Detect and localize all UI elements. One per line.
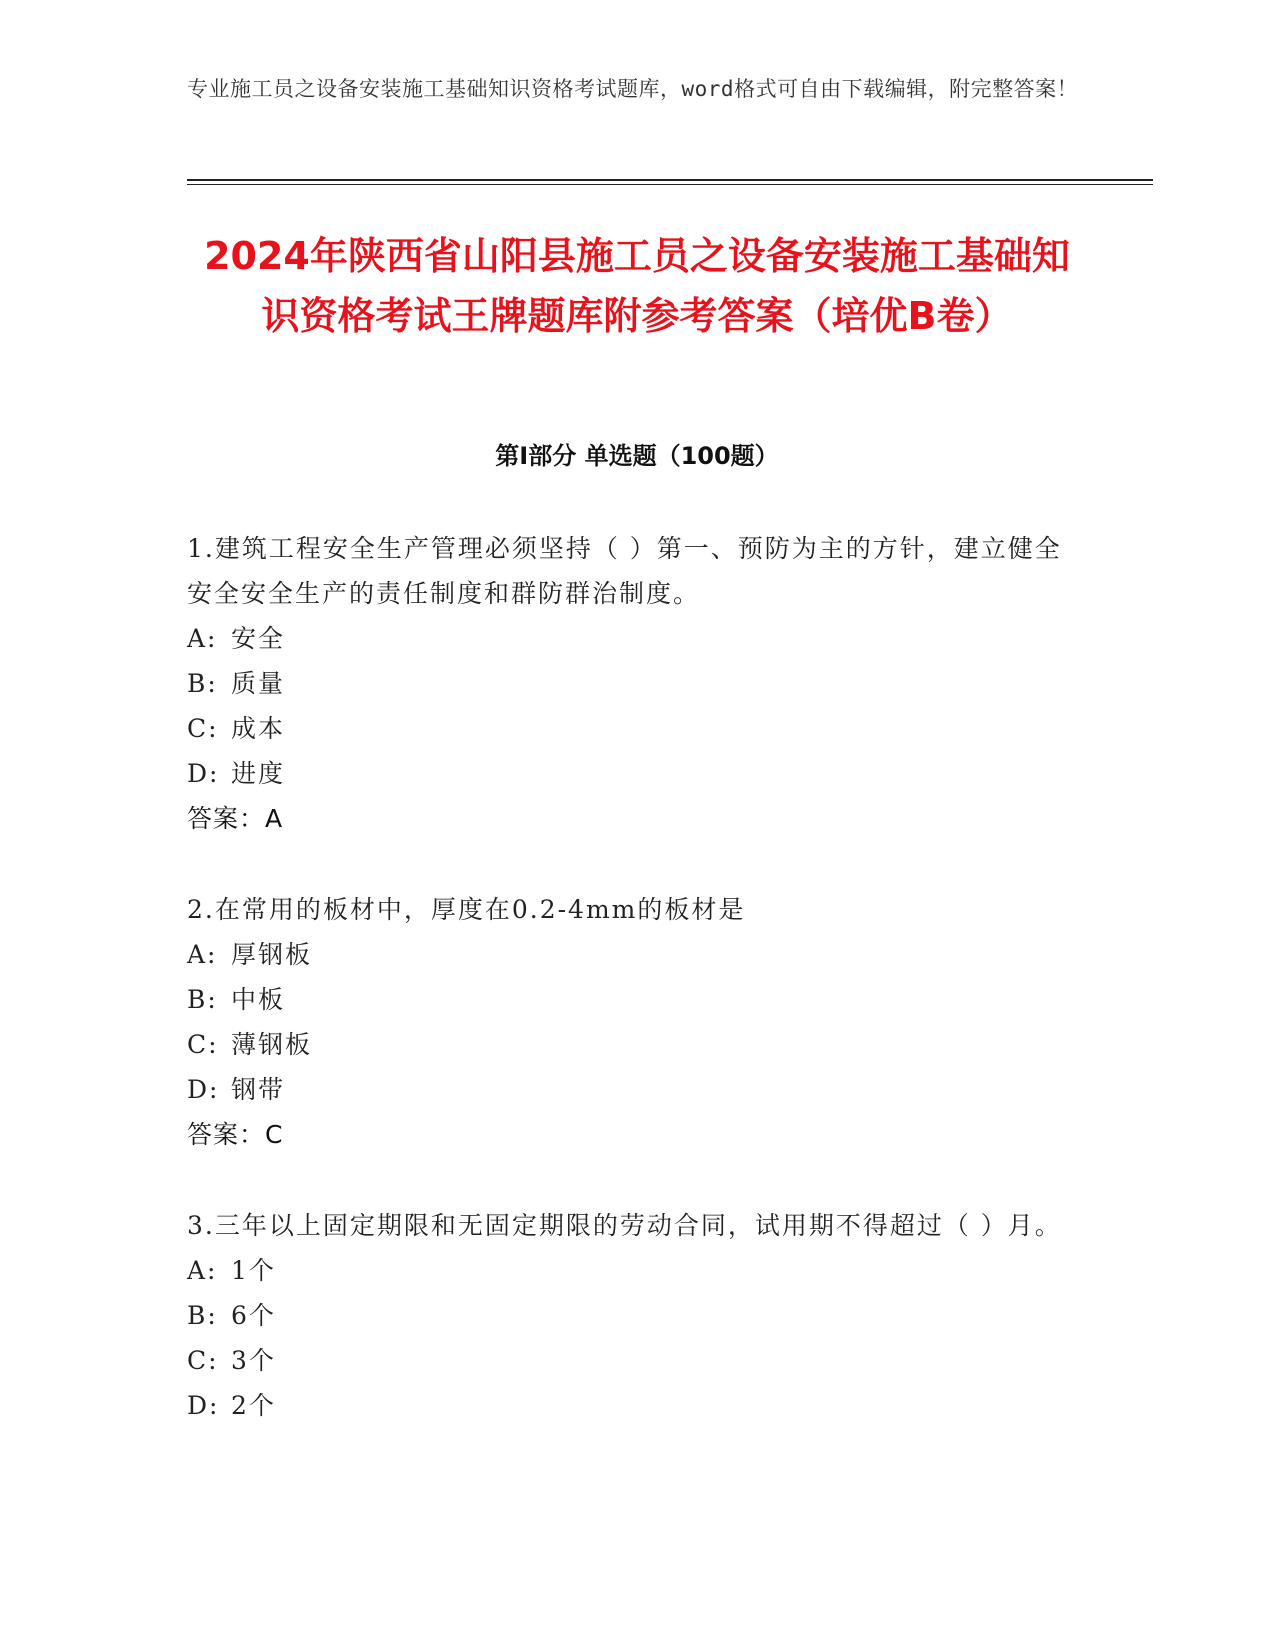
option-key: D: [187, 759, 220, 788]
option-text: 1个 [231, 1256, 276, 1285]
answer-line: 答案：C [187, 1120, 284, 1149]
header-divider-thick [187, 179, 1153, 181]
option-c [187, 1338, 1087, 1383]
option-text: 进度 [231, 759, 286, 788]
option-key: D: [187, 1075, 220, 1104]
option-a [187, 932, 1087, 977]
option-text: 安全 [231, 624, 286, 653]
option-d [187, 751, 1087, 796]
option-key: B: [187, 985, 218, 1014]
option-text: 质量 [231, 669, 286, 698]
header-divider-thin [187, 184, 1153, 185]
question-item [187, 526, 1087, 841]
question-stem: 1.建筑工程安全生产管理必须坚持（ ）第一、预防为主的方针，建立健全安全安全生产的责任制度和群防群治制度。 [187, 534, 1062, 608]
option-text: 3个 [231, 1346, 276, 1375]
option-key: B: [187, 669, 218, 698]
option-c [187, 706, 1087, 751]
option-text: 厚钢板 [231, 940, 313, 969]
option-c [187, 1022, 1087, 1067]
option-b [187, 1293, 1087, 1338]
option-key: A: [187, 624, 218, 653]
option-key: D: [187, 1391, 220, 1420]
question-item [187, 1203, 1087, 1428]
option-text: 薄钢板 [231, 1030, 313, 1059]
section-heading: 第I部分 单选题（100题） [495, 442, 779, 470]
option-key: C: [187, 1030, 219, 1059]
option-text: 中板 [231, 985, 286, 1014]
option-key: A: [187, 940, 218, 969]
option-d [187, 1067, 1087, 1112]
option-b [187, 977, 1087, 1022]
option-text: 成本 [231, 714, 286, 743]
option-a [187, 616, 1087, 661]
option-text: 钢带 [231, 1075, 286, 1104]
option-key: A: [187, 1256, 218, 1285]
question-list [187, 526, 1087, 1474]
question-stem: 3.三年以上固定期限和无固定期限的劳动合同，试用期不得超过（ ）月。 [187, 1211, 1062, 1240]
option-a [187, 1248, 1087, 1293]
option-text: 2个 [231, 1391, 276, 1420]
option-key: B: [187, 1301, 218, 1330]
document-title: 2024年陕西省山阳县施工员之设备安装施工基础知识资格考试王牌题库附参考答案（培优B卷） [204, 234, 1070, 338]
question-stem: 2.在常用的板材中，厚度在0.2-4mm的板材是 [187, 895, 746, 924]
option-key: C: [187, 1346, 219, 1375]
option-d [187, 1383, 1087, 1428]
option-key: C: [187, 714, 219, 743]
option-text: 6个 [231, 1301, 276, 1330]
option-b [187, 661, 1087, 706]
question-item [187, 887, 1087, 1157]
header-note: 专业施工员之设备安装施工基础知识资格考试题库，word格式可自由下载编辑，附完整答案！ [187, 77, 1079, 101]
answer-line: 答案：A [187, 804, 284, 833]
